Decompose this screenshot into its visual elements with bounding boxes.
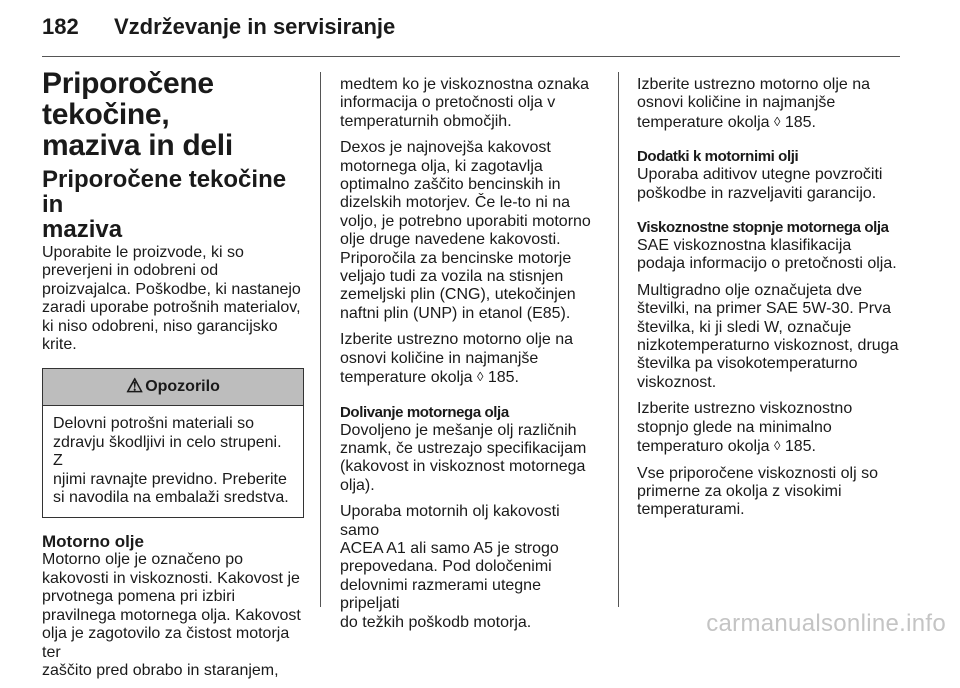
warning-header [43,369,303,406]
intro-paragraph: Uporabite le proizvode, ki so preverjeni in odobreni od proizvajalca. Poškodbe, ki nastanejo zaradi uporabe potrošnih materialov, ki niso odobreni, niso garancijsko krite. [42,244,301,354]
header-rule [42,56,900,57]
column-divider-1 [320,72,321,607]
select-oil-paragraph [340,331,602,387]
high-temp-paragraph: Vse priporočene viskoznosti olj so primerne za okolja z visokimi temperaturami. [637,464,879,519]
page-reference-icon: ◊ [476,369,484,385]
acea-paragraph: Uporaba motornih olj kakovosti samo ACEA A1 ali samo A5 je strogo prepovedana. Pod določenimi delovnimi razmerami utegne pripeljati do težkih poškodb motorja. [340,503,560,631]
warning-text: Delovni potrošni materiali so zdravju škodljivi in celo strupeni. Z njimi ravnajte previdno. Preberite si navodila na embalaži sredstva. [53,415,289,507]
topping-up-heading: Dolivanje motornega olja [340,403,509,421]
subsection-title: Priporočene tekočine in maziva [42,166,287,243]
page-reference-icon: ◊ [773,438,781,454]
column-3 [637,76,907,528]
column-2 [340,76,602,640]
column-divider-2 [618,72,619,607]
additives-paragraph: Uporaba aditivov utegne povzročiti poškodbe in razveljaviti garancijo. [637,166,883,202]
select-oil-text: Izberite ustrezno motorno olje na osnovi količine in najmanjše temperature okolja [340,331,574,387]
select-oil-text-2: Izberite ustrezno motorno olje na osnovi količine in najmanjše temperature okolja [637,76,871,131]
motor-oil-heading: Motorno olje [42,532,144,552]
page-reference-icon: ◊ [773,113,781,129]
page-header [42,14,395,40]
page-reference[interactable]: 185. [784,438,816,456]
sae-paragraph: SAE viskoznostna klasifikacija podaja informacijo o pretočnosti olja. [637,237,897,273]
page-number: 182 [42,14,79,39]
warning-triangle-icon: ⚠ [126,376,144,398]
viscosity-info-paragraph: medtem ko je viskoznostna oznaka informacija o pretočnosti olja v temperaturnih območjih. [340,76,590,130]
select-viscosity-text: Izberite ustrezno viskoznostno stopnjo glede na minimalno temperaturo okolja [637,400,853,456]
multigrade-paragraph: Multigradno olje označujeta dve številki, na primer SAE 5W-30. Prva številka, ki ji sledi W, označuje nizkotemperaturno viskoznost, druga številka pa visokotemperaturno viskoznost. [637,281,899,391]
mixing-paragraph: Dovoljeno je mešanje olj različnih znamk, če ustrezajo specifikacijam (kakovost in viskoznost motornega olja). [340,421,587,494]
chapter-title: Vzdrževanje in servisiranje [114,14,396,39]
section-title: Priporočene tekočine, maziva in deli [42,67,233,162]
column-1 [42,68,304,688]
page-reference[interactable]: 185. [487,369,519,387]
viscosity-grades-heading: Viskoznostne stopnje motornega olja [637,219,889,237]
warning-box [42,368,304,518]
watermark: carmanualsonline.info [706,610,946,637]
dexos-paragraph: Dexos je najnovejša kakovost motornega olja, ki zagotavlja optimalno zaščito bencinskih in dizelskih motorjev. Če le-to ni na voljo, je potrebno uporabiti motorno olje druge navedene kakovosti. Priporočila za bencinske motorje veljajo tudi za vozila na stisnjen zemeljski plin (CNG), utekočinjen naftni plin (UNP) in etanol (E85). [340,139,591,322]
select-oil-paragraph-2 [637,76,907,132]
select-viscosity-paragraph [637,400,907,456]
warning-title: Opozorilo [145,378,220,396]
additives-heading: Dodatki k motornimi olji [637,148,799,166]
page-reference[interactable]: 185. [784,113,816,131]
motor-oil-paragraph: Motorno olje je označeno po kakovosti in viskoznosti. Kakovost je prvotnega pomena pri izbiri pravilnega motornega olja. Kakovost olja je zagotovilo za čistost motorja ter zaščito pred obrabo in staranjem, [42,551,301,679]
